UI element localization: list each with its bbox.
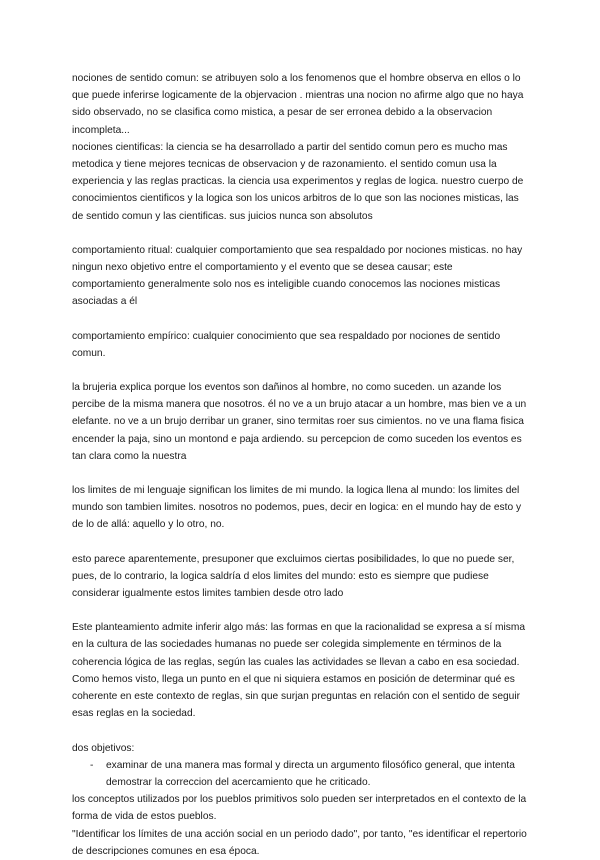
paragraph-sentido-comun: nociones de sentido comun: se atribuyen solo a los fenomenos que el hombre observa en ellos o lo que puede inferirse logicamente de la objervacion . mientras una nocion no afirme algo que no haya sido observado, no se clasifica como mistica, a pesar de ser erronea debido a la observacion incompleta... xyxy=(72,73,524,136)
document-page xyxy=(72,70,528,860)
objectives-list xyxy=(72,757,528,791)
paragraph-gap xyxy=(72,362,528,379)
paragraph-identificar-limites: "Identificar los límites de una acción social en un periodo dado", por tanto, "es identificar el repertorio de descripciones comunes en esa época. xyxy=(72,828,527,857)
list-item-text: examinar de una manera mas formal y directa un argumento filosófico general, que intenta demostrar la correccion del acercamiento que he criticado. xyxy=(106,759,515,788)
paragraph-gap xyxy=(72,534,528,551)
paragraph-nociones-cientificas: nociones cientificas: la ciencia se ha desarrollado a partir del sentido comun pero es mucho mas metodica y tiene mejores tecnicas de observacion y de razonamiento. el sentido comun usa la experiencia y las reglas practicas. la ciencia usa experimentos y reglas de logica. nuestro cuerpo de conocimientos cientificos y la logica son los unicos arbitros de lo que son las nociones misticas, las de sentido comun y las cientificas. sus juicios nunca son absolutos xyxy=(72,141,524,222)
paragraph-dos-objetivos: dos objetivos: xyxy=(72,742,135,754)
paragraph-comportamiento-empirico: comportamiento empírico: cualquier conocimiento que sea respaldado por nociones de sentido comun. xyxy=(72,330,501,359)
paragraph-brujeria: la brujeria explica porque los eventos son dañinos al hombre, no como suceden. un azande los percibe de la misma manera que nosotros. él no ve a un brujo atacar a un hombre, mas bien ve a un elefante. no ve a un brujo derribar un graner, sino termitas roer sus cimientos. no ve una flama fisica encender la paja, sino un montond e paja ardiendo. su percepcion de como suceden los eventos es tan clara como la nuestra xyxy=(72,382,527,462)
paragraph-limites-lenguaje: los limites de mi lenguaje significan los limites de mi mundo. la logica llena al mundo: los limites del mundo son tambien limites. nosotros no podemos, pues, decir en logica: en el mundo hay de esto y de lo de allá: aquello y lo otro, no. xyxy=(72,485,522,531)
paragraph-gap xyxy=(72,465,528,482)
paragraph-comportamiento-ritual: comportamiento ritual: cualquier comportamiento que sea respaldado por nociones misticas. no hay ningun nexo objetivo entre el comportamiento y el evento que se desea causar; este comportamiento generalmente solo nos es inteligible cuando conocemos las nociones misticas asociadas a él xyxy=(72,244,523,308)
list-bullet: - xyxy=(90,759,94,771)
paragraph-posibilidades: esto parece aparentemente, presuponer que excluimos ciertas posibilidades, lo que no puede ser, pues, de lo contrario, la logica saldría d elos limites del mundo: esto es siempre que pudiese considerar igualmente estos limites tambien desde otro lado xyxy=(72,553,515,600)
list-item xyxy=(72,757,528,791)
paragraph-gap xyxy=(72,311,528,328)
paragraph-gap xyxy=(72,225,528,242)
paragraph-planteamiento: Este planteamiento admite inferir algo más: las formas en que la racionalidad se expresa a sí misma en la cultura de las sociedades humanas no puede ser colegida simplemente en términos de la coherencia lógica de las reglas, según las cuales las actividades se llevan a cabo en esa sociedad. Como hemos visto, llega un punto en el que ni siquiera estamos en posición de determinar qué es coherente en este contexto de reglas, sin que surjan preguntas en relación con el sentido de seguir esas reglas en la sociedad. xyxy=(72,622,526,720)
paragraph-gap xyxy=(72,602,528,619)
paragraph-conceptos: los conceptos utilizados por los pueblos primitivos solo pueden ser interpretados en el contexto de la forma de vida de estos pueblos. xyxy=(72,794,527,823)
paragraph-gap xyxy=(72,723,528,740)
